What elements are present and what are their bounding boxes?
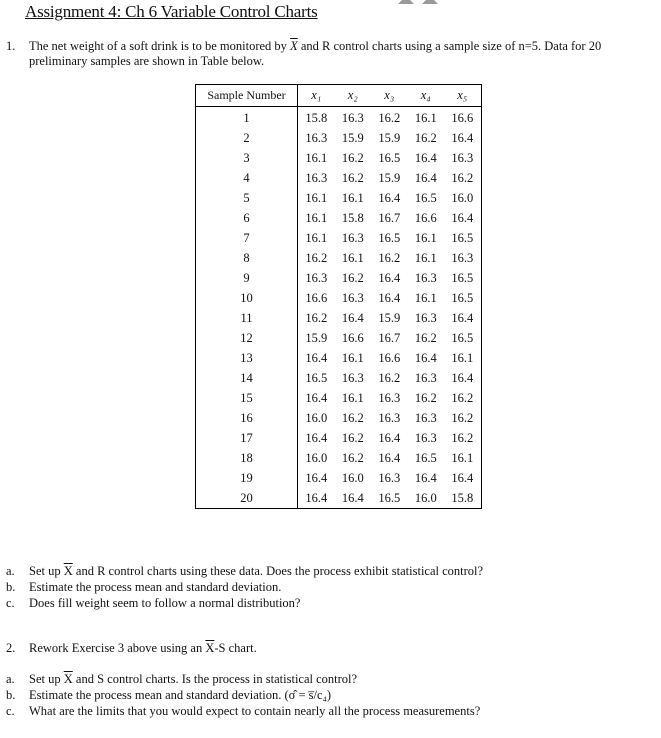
measurement-cell: 16.4 (451, 470, 474, 485)
sample-number-cell: 18 (196, 448, 298, 468)
question-1-text: The net weight of a soft drink is to be monitored by $\overline{X}$ and R control charts using a sample size of n=5. Data for 20 preliminary samples are shown in Table below. (29, 39, 602, 68)
table-header-row (196, 85, 482, 107)
measurement-cell: 15.8 (305, 110, 328, 125)
header-x1: x₁ (298, 85, 335, 107)
table-row (196, 288, 482, 308)
part-text: Set up $\overline{X}$ and R control charts using these data. Does the process exhibit statistical control? (29, 564, 484, 578)
table-row (196, 208, 482, 228)
measurement-cell: 16.1 (414, 290, 437, 305)
measurement-cell: 16.1 (341, 350, 364, 365)
xbar-symbol: $\overline{X}$ (205, 641, 215, 655)
measurement-cell: 16.1 (305, 230, 328, 245)
measurement-cell: 16.3 (305, 130, 328, 145)
measurement-cell: 16.5 (378, 230, 401, 245)
measurement-cell: 16.3 (414, 270, 437, 285)
header-x4: x₄ (408, 85, 445, 107)
measurement-cell: 16.4 (341, 310, 364, 325)
measurement-cell: 16.2 (341, 150, 364, 165)
header-x3: x₃ (371, 85, 408, 107)
measurement-cell: 16.4 (414, 170, 437, 185)
table-row (196, 388, 482, 408)
measurement-cell: 16.1 (414, 110, 437, 125)
sample-number-cell: 15 (196, 388, 298, 408)
measurement-cell: 16.4 (451, 210, 474, 225)
measurement-cell: 16.1 (451, 350, 474, 365)
measurement-cell: 16.2 (414, 390, 437, 405)
measurement-cell: 16.4 (414, 350, 437, 365)
measurement-cell: 16.3 (414, 430, 437, 445)
measurement-cell: 16.5 (305, 370, 328, 385)
logo-mark (398, 0, 446, 4)
part-text: Does fill weight seem to follow a normal distribution? (29, 596, 301, 610)
sample-number-cell: 13 (196, 348, 298, 368)
measurement-cell: 16.3 (341, 230, 364, 245)
measurement-cell: 16.7 (378, 330, 401, 345)
part-label: b. (6, 580, 16, 594)
table-row (196, 348, 482, 368)
measurement-cell: 15.9 (305, 330, 328, 345)
measurement-cell: 16.6 (341, 330, 364, 345)
sample-number-cell: 12 (196, 328, 298, 348)
measurement-cell: 16.2 (341, 270, 364, 285)
measurement-cell: 16.5 (451, 230, 474, 245)
measurement-cell: 16.6 (305, 290, 328, 305)
measurement-cell: 15.9 (378, 310, 401, 325)
measurement-cell: 16.4 (378, 290, 401, 305)
sample-number-cell: 14 (196, 368, 298, 388)
measurement-cell: 16.4 (341, 490, 364, 505)
sample-number-cell: 11 (196, 308, 298, 328)
measurement-cell: 16.5 (451, 270, 474, 285)
measurement-cell: 16.6 (378, 350, 401, 365)
measurement-cell: 16.3 (341, 370, 364, 385)
sample-number-cell: 6 (196, 208, 298, 228)
measurement-cell: 16.1 (341, 250, 364, 265)
header-sample-number: Sample Number (196, 85, 298, 107)
page-title: Assignment 4: Ch 6 Variable Control Charts (25, 2, 318, 21)
measurement-cell: 16.3 (305, 170, 328, 185)
sample-number-cell: 17 (196, 428, 298, 448)
measurement-cell: 16.4 (305, 490, 328, 505)
measurement-cell: 16.4 (451, 370, 474, 385)
measurement-cell: 16.2 (378, 250, 401, 265)
measurement-cell: 16.2 (341, 410, 364, 425)
measurement-cell: 16.3 (451, 250, 474, 265)
sample-number-cell: 3 (196, 148, 298, 168)
measurement-cell: 16.2 (378, 110, 401, 125)
table-row (196, 368, 482, 388)
sample-number-cell: 4 (196, 168, 298, 188)
part-label: a. (6, 672, 15, 686)
measurement-cell: 16.2 (451, 410, 474, 425)
measurement-cell: 15.8 (341, 210, 364, 225)
table-row (196, 228, 482, 248)
measurement-cell: 16.2 (451, 430, 474, 445)
measurement-cell: 16.3 (378, 470, 401, 485)
measurement-cell: 16.5 (451, 330, 474, 345)
table-row (196, 428, 482, 448)
measurement-cell: 16.2 (451, 170, 474, 185)
measurement-cell: 15.8 (451, 490, 474, 505)
table-row (196, 308, 482, 328)
measurement-cell: 16.3 (378, 410, 401, 425)
measurement-cell: 16.0 (305, 450, 328, 465)
measurement-cell: 16.0 (341, 470, 364, 485)
measurement-cell: 16.4 (305, 470, 328, 485)
measurement-cell: 15.9 (378, 170, 401, 185)
measurement-cell: 16.3 (414, 370, 437, 385)
sample-number-cell: 16 (196, 408, 298, 428)
measurement-cell: 16.2 (341, 170, 364, 185)
part-label: b. (6, 688, 16, 702)
xbar-symbol: $\overline{X}$ (63, 672, 73, 686)
measurement-cell: 16.7 (378, 210, 401, 225)
table-row (196, 488, 482, 509)
measurement-cell: 16.1 (305, 190, 328, 205)
measurement-cell: 16.0 (305, 410, 328, 425)
part-text: Set up $\overline{X}$ and S control charts. Is the process in statistical control? (29, 672, 358, 686)
measurement-cell: 15.9 (378, 130, 401, 145)
measurement-cell: 16.2 (341, 430, 364, 445)
measurement-cell: 16.2 (305, 310, 328, 325)
part-text: Estimate the process mean and standard deviation. (σ̂ = s̅/c₄) (29, 688, 332, 702)
measurement-cell: 16.3 (341, 290, 364, 305)
measurement-cell: 16.3 (305, 270, 328, 285)
measurement-cell: 16.5 (414, 190, 437, 205)
table-row (196, 128, 482, 148)
sample-number-cell: 9 (196, 268, 298, 288)
measurement-cell: 16.6 (451, 110, 474, 125)
measurement-cell: 16.5 (378, 490, 401, 505)
table-row (196, 468, 482, 488)
measurement-cell: 16.5 (451, 290, 474, 305)
part-text: Estimate the process mean and standard deviation. (29, 580, 282, 594)
measurement-cell: 16.5 (414, 450, 437, 465)
measurement-cell: 16.2 (305, 250, 328, 265)
sample-number-cell: 19 (196, 468, 298, 488)
sample-number-cell: 1 (196, 107, 298, 129)
part-label: c. (6, 704, 15, 718)
table-row (196, 248, 482, 268)
header-x2: x₂ (335, 85, 372, 107)
measurement-cell: 16.1 (305, 150, 328, 165)
table-row (196, 408, 482, 428)
measurement-cell: 16.3 (414, 310, 437, 325)
table-row (196, 148, 482, 168)
measurement-cell: 16.1 (305, 210, 328, 225)
measurement-cell: 16.2 (451, 390, 474, 405)
measurement-cell: 16.2 (341, 450, 364, 465)
table-row (196, 328, 482, 348)
part-text: What are the limits that you would expect to contain nearly all the process measurements? (29, 704, 481, 718)
question-2-text: Rework Exercise 3 above using an $\overline{X}-S$ chart. (29, 641, 257, 655)
measurement-cell: 16.3 (341, 110, 364, 125)
measurement-cell: 16.4 (451, 130, 474, 145)
measurement-cell: 16.4 (414, 470, 437, 485)
measurement-cell: 16.4 (305, 350, 328, 365)
measurement-cell: 16.5 (378, 150, 401, 165)
part-label: a. (6, 564, 15, 578)
measurement-cell: 16.3 (378, 390, 401, 405)
measurement-cell: 16.1 (451, 450, 474, 465)
table-row (196, 168, 482, 188)
sample-number-cell: 5 (196, 188, 298, 208)
measurement-cell: 16.1 (341, 390, 364, 405)
measurement-cell: 16.2 (414, 130, 437, 145)
measurement-cell: 16.0 (451, 190, 474, 205)
measurement-cell: 16.1 (414, 250, 437, 265)
sample-number-cell: 7 (196, 228, 298, 248)
question-1-number: 1. (6, 39, 16, 53)
table-row (196, 268, 482, 288)
measurement-cell: 15.9 (341, 130, 364, 145)
sample-number-cell: 2 (196, 128, 298, 148)
measurement-cell: 16.2 (378, 370, 401, 385)
measurement-cell: 16.4 (378, 270, 401, 285)
question-2-number: 2. (6, 641, 16, 655)
table-row (196, 107, 482, 129)
measurement-cell: 16.4 (378, 450, 401, 465)
measurement-cell: 16.4 (451, 310, 474, 325)
measurement-cell: 16.4 (378, 430, 401, 445)
xbar-symbol: $\overline{X}$ (63, 564, 73, 578)
measurement-cell: 16.1 (341, 190, 364, 205)
measurement-cell: 16.4 (378, 190, 401, 205)
measurement-cell: 16.0 (414, 490, 437, 505)
header-x5: x₅ (444, 85, 481, 107)
sample-number-cell: 8 (196, 248, 298, 268)
measurement-cell: 16.3 (451, 150, 474, 165)
table-row (196, 188, 482, 208)
sample-data-table (195, 84, 482, 509)
measurement-cell: 16.1 (414, 230, 437, 245)
measurement-cell: 16.2 (414, 330, 437, 345)
sample-number-cell: 20 (196, 488, 298, 509)
measurement-cell: 16.4 (414, 150, 437, 165)
measurement-cell: 16.4 (305, 390, 328, 405)
measurement-cell: 16.4 (305, 430, 328, 445)
measurement-cell: 16.3 (414, 410, 437, 425)
measurement-cell: 16.6 (414, 210, 437, 225)
part-label: c. (6, 596, 15, 610)
sample-number-cell: 10 (196, 288, 298, 308)
table-row (196, 448, 482, 468)
xbar-symbol: $\overline{X}$ (290, 39, 298, 53)
